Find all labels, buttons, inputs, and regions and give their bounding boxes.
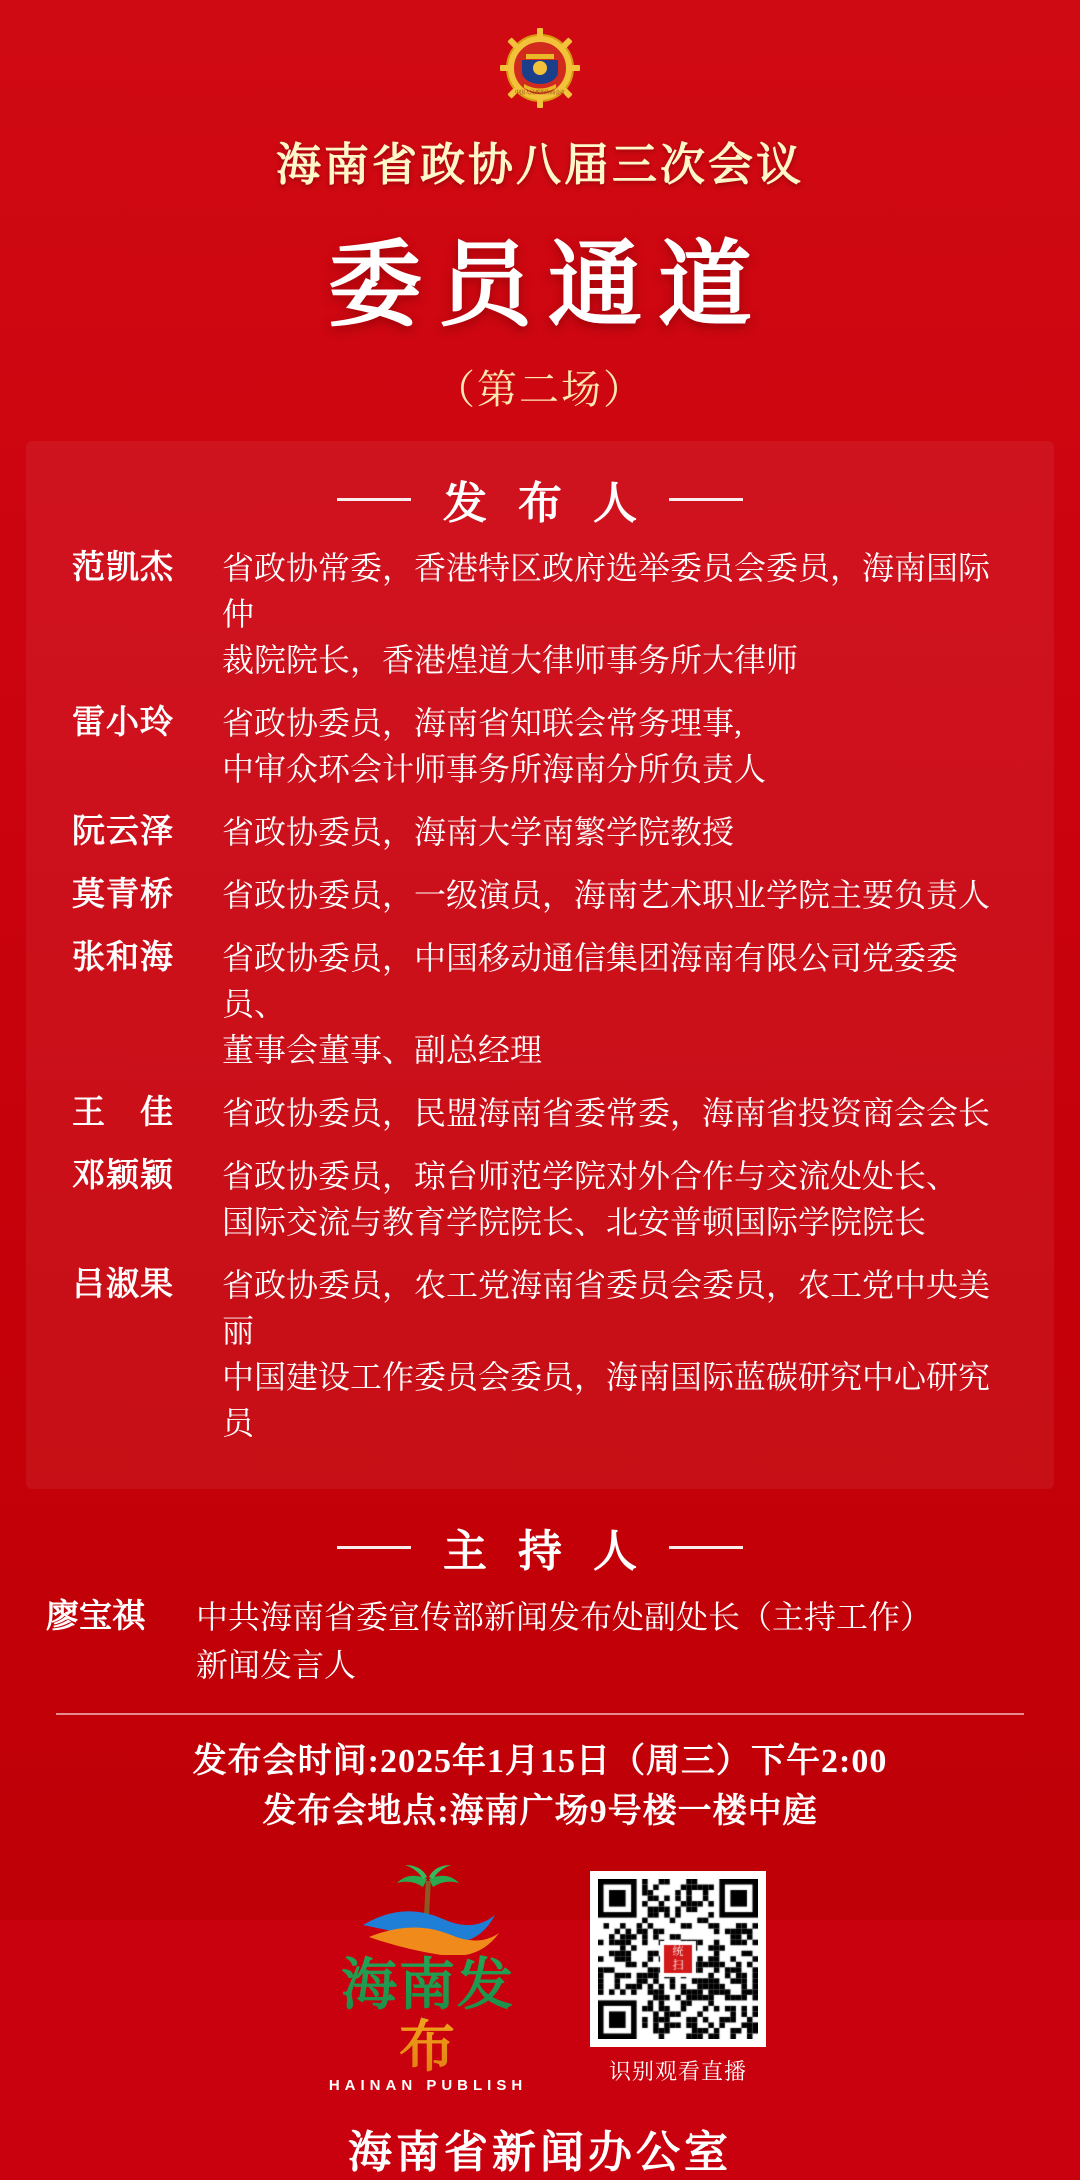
list-item [72, 1262, 1008, 1446]
svg-text:中国人民政治协商会议: 中国人民政治协商会议 [514, 90, 566, 96]
speaker-title-line: 裁院院长，香港煌道大律师事务所大律师 [222, 642, 799, 678]
hainan-publish-logo [314, 1863, 542, 2094]
list-item [72, 1090, 1008, 1136]
event-time: 发布会时间:2025年1月15日（周三）下午2:00 [192, 1743, 888, 1780]
speaker-title-line: 省政协常委，香港特区政府选举委员会委员，海南国际仲 [222, 550, 991, 632]
logo-text-en: HAINAN PUBLISH [328, 2077, 528, 2094]
speaker-name: 范凯杰 [72, 550, 174, 586]
speaker-titles [222, 1090, 1008, 1136]
host-section-header [0, 1515, 1080, 1579]
rule-left [337, 1546, 411, 1549]
rule-left [337, 498, 411, 501]
list-item [72, 1153, 1008, 1245]
host-title-line: 新闻发言人 [196, 1647, 357, 1683]
host-item [0, 1593, 1080, 1689]
host-name: 廖宝祺 [46, 1599, 145, 1635]
speaker-titles [222, 545, 1008, 683]
speaker-title-line: 省政协委员，海南省知联会常务理事, [222, 705, 743, 741]
list-item [72, 935, 1008, 1073]
speaker-title-line: 省政协委员，海南大学南繁学院教授 [222, 814, 735, 850]
speaker-titles [222, 872, 1008, 918]
speaker-title-line: 中国建设工作委员会委员，海南国际蓝碳研究中心研究员 [222, 1359, 991, 1441]
speaker-title-line: 国际交流与教育学院院长、北安普顿国际学院院长 [222, 1204, 927, 1240]
speaker-name: 邓颖颖 [72, 1158, 174, 1194]
host-titles [196, 1593, 1034, 1689]
page-title: 委员通道 [327, 234, 768, 338]
speaker-titles [222, 809, 1008, 855]
emblem-container [0, 0, 1080, 122]
qr-block [590, 1871, 766, 2086]
speaker-titles [222, 1262, 1008, 1446]
meeting-subtitle: 海南省政协八届三次会议 [275, 140, 804, 190]
qr-code[interactable] [590, 1871, 766, 2047]
speaker-title-line: 董事会董事、副总经理 [222, 1032, 543, 1068]
session-label: （第二场） [435, 367, 645, 412]
event-place: 发布会地点:海南广场9号楼一楼中庭 [262, 1793, 818, 1830]
qr-caption: 识别观看直播 [608, 2059, 747, 2084]
host-title-line: 中共海南省委宣传部新闻发布处副处长（主持工作） [196, 1599, 933, 1635]
content-panel [26, 441, 1054, 1489]
speaker-title-line: 省政协委员，琼台师范学院对外合作与交流处处长、 [222, 1158, 959, 1194]
speaker-title-line: 中审众环会计师事务所海南分所负责人 [222, 751, 767, 787]
speaker-name: 王 佳 [72, 1095, 174, 1131]
list-item [72, 545, 1008, 683]
speaker-name: 阮云泽 [72, 814, 174, 850]
list-item [72, 809, 1008, 855]
organization-name: 海南省新闻办公室 [348, 2128, 732, 2177]
rule-right [669, 1546, 743, 1549]
list-item [72, 872, 1008, 918]
title-block [0, 128, 1080, 415]
speakers-section-header [26, 467, 1054, 531]
speaker-name: 雷小玲 [72, 705, 174, 741]
cppcc-emblem-icon [488, 18, 592, 122]
speaker-name: 张和海 [72, 940, 174, 976]
list-item [72, 700, 1008, 792]
speaker-titles [222, 700, 1008, 792]
speaker-title-line: 省政协委员，民盟海南省委常委，海南省投资商会会长 [222, 1095, 991, 1131]
speaker-title-line: 省政协委员，一级演员，海南艺术职业学院主要负责人 [222, 877, 991, 913]
speakers-section-label: 发 布 人 [443, 479, 647, 528]
footer [0, 1863, 1080, 2094]
speaker-name: 莫青桥 [72, 877, 174, 913]
host-section-label: 主 持 人 [443, 1527, 647, 1576]
speaker-title-line: 省政协委员，农工党海南省委员会委员，农工党中央美丽 [222, 1267, 991, 1349]
divider [56, 1713, 1024, 1715]
speakers-list [26, 545, 1054, 1446]
rule-right [669, 498, 743, 501]
speaker-titles [222, 935, 1008, 1073]
speaker-title-line: 省政协委员，中国移动通信集团海南有限公司党委委员、 [222, 940, 959, 1022]
palm-wave-icon [343, 1863, 513, 1955]
logo-text-cn: 海南发布 [314, 1955, 542, 2079]
speaker-titles [222, 1153, 1008, 1245]
speaker-name: 吕淑果 [72, 1267, 174, 1303]
event-meta [0, 1737, 1080, 1837]
